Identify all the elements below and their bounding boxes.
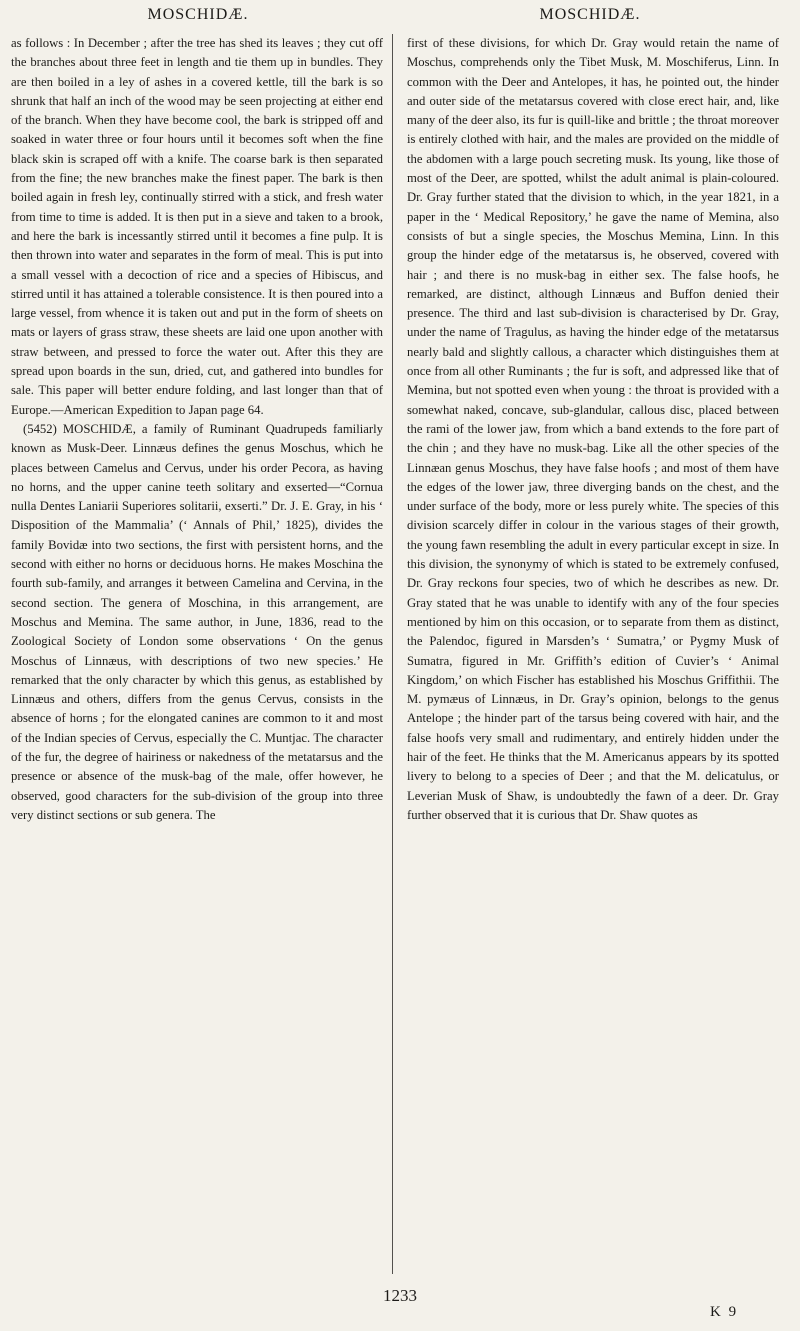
signature-mark: K 9	[710, 1304, 739, 1320]
right-column	[407, 34, 779, 1284]
column-divider	[392, 34, 393, 1274]
page-number: 1233	[383, 1286, 417, 1305]
running-head-left: MOSCHIDÆ.	[147, 6, 249, 23]
page-footer	[0, 1286, 800, 1326]
left-column	[11, 34, 383, 1284]
paragraph-moschidae-entry: (5452) MOSCHIDÆ, a family of Ruminant Quadrupeds familiarly known as Musk-Deer. Linnæus defines the genus Moschus, which he places between Camelus and Cervus, under his order Pecora, as having no horns, and the upper canine teeth solitary and exserted—“Cornua nulla Dentes Laniarii Superiores solitarii, exserti.” Dr. J. E. Gray, in his ‘ Disposition of the Mammalia’ (‘ Annals of Phil,’ 1825), divides the family Bovidæ into two sections, the first with persistent horns, and the second with either no horns or deciduous horns. He makes Moschina the fourth sub-family, and arranges it between Camelina and Cervina, in the second section. The genera of Moschina, in this arrangement, are Moschus and Memina. The same author, in June, 1836, read to the Zoological Society of London some observations ‘ On the genus Moschus of Linnæus, with descriptions of two new species.’ He remarked that the only character by which this genus, as established by Linnæus and others, differs from the genus Cervus, consists in the absence of horns ; for the elongated canines are common to it and most of the Indian species of Cervus, especially the C. Muntjac. The character of the fur, the degree of hairiness or nakedness of the metatarsus and the presence or absence of the musk-bag of the male, offer however, he observed, good characters for the sub-division of the group into three very distinct sections or sub genera. The	[11, 421, 383, 822]
running-head-right: MOSCHIDÆ.	[539, 6, 641, 23]
paragraph-divisions: first of these divisions, for which Dr. Gray would retain the name of Moschus, comprehends only the Tibet Musk, M. Moschiferus, Linn. In common with the Deer and Antelopes, it has, he pointed out, the hinder and outer side of the metatarsus covered with close erect hair, and, like many of the deer also, its fur is quill-like and brittle ; the throat moreover is entirely clothed with hair, and the males are provided on the middle of the abdomen with a large pouch secreting musk. Its young, like those of most of the Deer, are spotted, whilst the adult animal is plain-coloured. Dr. Gray further stated that the division to which, in the year 1821, in a paper in the ‘ Medical Repository,’ he gave the name of Memina, also consists of but a single species, the Moschus Memina, Linn. In this group the hinder edge of the metatarsus is, he observed, covered with hair ; and there is no musk-bag in either sex. The false hoofs, he remarked, are distinct, although Linnæus and Buffon denied their presence. The third and last sub-division is characterised by Dr. Gray, under the name of Tragulus, as having the hinder edge of the metatarsus nearly bald and slightly callous, a character which distinguishes them at once from all other Ruminants ; the fur is soft, and adpressed like that of Memina, but not spotted even when young : the throat is provided with a somewhat naked, concave, sub-glandular, callous disc, placed between the rami of the lower jaw, from which a band extends to the fore part of the chin ; and they have no musk-bag. Like all the other species of the Linnæan genus Moschus, they have false hoofs ; and most of them have the edges of the lower jaw, three diverging bands on the chest, and the under surface of the body, more or less purely white. The species of this division scarcely differ in colour in the various stages of their growth, the young fawn resembling the adult in every particular except in size. In this division, the synonymy of which is stated to be extremely confused, Dr. Gray reckons four species, two of which he describes as new. Dr. Gray stated that he was unable to identify with any of the four species mentioned by him on this occasion, or to separate from them as distinct, the Palendoc, figured in Marsden’s ‘ Sumatra,’ or Pygmy Musk of Sumatra, figured in Mr. Griffith’s edition of Cuvier’s ‘ Animal Kingdom,’ on which Fischer has established his Moschus Griffithii. The M. pymæus of Linnæus, in Dr. Gray’s opinion, belongs to the genus Antelope ; the hinder part of the tarsus being covered with hair, and the false hoofs very small and rudimentary, and entirely hidden under the hair of the feet. He thinks that the M. Americanus appears by its spotted livery to belong to a species of Deer ; and that the M. delicatulus, or Leverian Musk of Shaw, is undoubtedly the fawn of a deer. Dr. Gray further observed that it is curious that Dr. Shaw quotes as	[407, 36, 779, 822]
paragraph-paper-making: as follows : In December ; after the tree has shed its leaves ; they cut off the branches about three feet in length and tie them up in bundles. They are then boiled in a ley of ashes in a covered kettle, till the bark is so shrunk that half an inch of the wood may be seen projecting at either end of the branch. When they have become cool, the bark is stripped off and soaked in water three or four hours until it becomes soft when the fine black skin is scraped off with a knife. The coarse bark is then separated from the fine; the new branches make the finest paper. The bark is then boiled again in fresh ley, continually stirred with a stick, and fresh water from time to time is added. It is then put in a sieve and taken to a brook, and here the bark is incessantly stirred until it becomes a fine pulp. It is then thrown into water and separates in the form of meal. This is put into a small vessel with a decoction of rice and a species of Hibiscus, and stirred until it has attained a tolerable consistence. It is then poured into a large vessel, from whence it is taken out and put in the form of sheets on mats or layers of grass straw, these sheets are laid one upon another with straw between, and pressed to force the water out. After this they are spread upon boards in the sun, dried, cut, and gathered into bundles for sale. This paper will better endure folding, and last longer than that of Europe.—American Expedition to Japan page 64.	[11, 36, 383, 417]
